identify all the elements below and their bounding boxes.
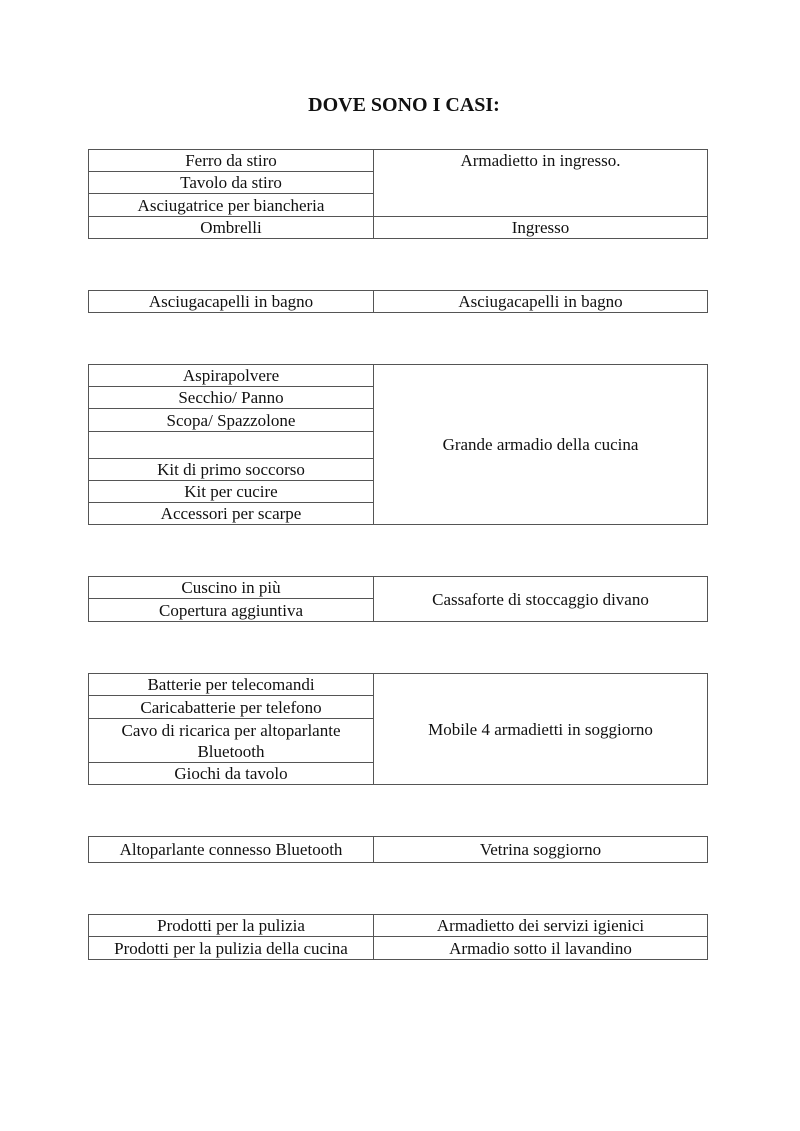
storage-table	[88, 836, 708, 863]
table-row	[89, 150, 708, 172]
storage-table	[88, 149, 708, 239]
item-cell: Ferro da stiro	[89, 150, 374, 172]
item-cell: Altoparlante connesso Bluetooth	[89, 837, 374, 863]
item-cell: Copertura aggiuntiva	[89, 599, 374, 622]
table-row	[89, 217, 708, 239]
storage-table	[88, 576, 708, 622]
item-cell: Cuscino in più	[89, 577, 374, 599]
item-cell: Asciugacapelli in bagno	[89, 291, 374, 313]
storage-table	[88, 914, 708, 960]
storage-table	[88, 290, 708, 313]
location-cell: Armadietto dei servizi igienici	[374, 915, 708, 937]
location-cell: Asciugacapelli in bagno	[374, 291, 708, 313]
item-cell: Tavolo da stiro	[89, 172, 374, 194]
item-cell: Giochi da tavolo	[89, 763, 374, 785]
item-cell: Prodotti per la pulizia	[89, 915, 374, 937]
item-cell: Kit per cucire	[89, 481, 374, 503]
location-cell: Vetrina soggiorno	[374, 837, 708, 863]
item-cell: Batterie per telecomandi	[89, 674, 374, 696]
storage-table	[88, 673, 708, 785]
item-cell: Accessori per scarpe	[89, 503, 374, 525]
item-cell: Cavo di ricarica per altoparlante Bluetooth	[89, 719, 374, 763]
item-cell: Scopa/ Spazzolone	[89, 409, 374, 432]
table-row	[89, 577, 708, 599]
location-cell: Armadietto in ingresso.	[374, 150, 708, 217]
location-cell: Ingresso	[374, 217, 708, 239]
item-cell: Caricabatterie per telefono	[89, 696, 374, 719]
location-cell: Cassaforte di stoccaggio divano	[374, 577, 708, 622]
table-row	[89, 674, 708, 696]
item-cell: Prodotti per la pulizia della cucina	[89, 937, 374, 960]
page-title: DOVE SONO I CASI:	[308, 94, 500, 116]
location-cell: Grande armadio della cucina	[374, 365, 708, 525]
table-row	[89, 291, 708, 313]
location-cell: Armadio sotto il lavandino	[374, 937, 708, 960]
item-cell: Kit di primo soccorso	[89, 459, 374, 481]
item-cell: Secchio/ Panno	[89, 387, 374, 409]
table-row	[89, 937, 708, 960]
table-row	[89, 837, 708, 863]
item-cell: Asciugatrice per biancheria	[89, 194, 374, 217]
item-cell	[89, 432, 374, 459]
item-cell: Ombrelli	[89, 217, 374, 239]
item-cell: Aspirapolvere	[89, 365, 374, 387]
storage-table	[88, 364, 708, 525]
table-row	[89, 365, 708, 387]
location-cell: Mobile 4 armadietti in soggiorno	[374, 674, 708, 785]
table-row	[89, 915, 708, 937]
